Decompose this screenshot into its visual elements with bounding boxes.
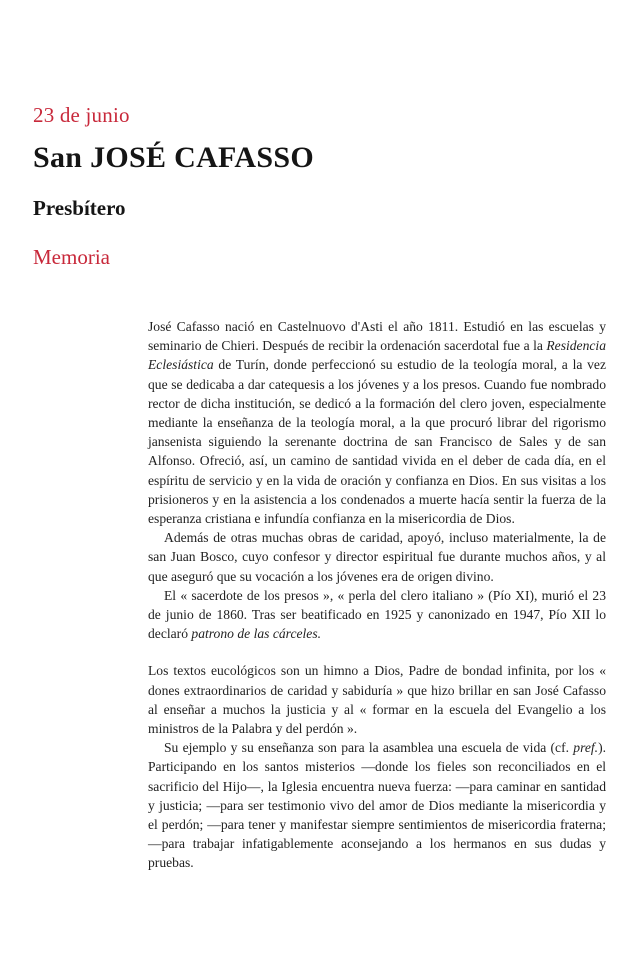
italic-phrase: Residencia Eclesiástica [148, 338, 606, 373]
body-paragraph [148, 738, 606, 872]
text-run: José Cafasso nació en Castelnuovo d'Asti el año 1811. Estudió en las escuelas y seminario de Chieri. Después de recibir la ordenación sacerdotal fue a la [148, 319, 606, 354]
text-run: ). Participando en los santos misterios —donde los fieles son reconciliados en el sacrificio del Hijo—, la Iglesia encuentra nueva fuerza: —para caminar en santidad y justicia; —para ser testimonio vivo del amor de Dios mediante la misericordia y el perdón; —para tener y manifestar siempre sentimientos de misericordia fraterna; —para trabajar infatigablemente aconsejando a los hermanos en sus dudas y pruebas. [148, 740, 606, 871]
body-paragraph [148, 661, 606, 738]
feast-date: 23 de junio [33, 103, 130, 127]
text-run: Los textos eucológicos son un himno a Dios, Padre de bondad infinita, por los « dones extraordinarios de caridad y sabiduría » que hizo brillar en san José Cafasso al enseñar a muchos la justicia y al « formar en la escuela del Evangelio a los ministros de la Palabra y del perdón ». [148, 663, 606, 737]
body-paragraph [148, 528, 606, 586]
text-run: de Turín, donde perfeccionó su estudio de la teología moral, a la vez que se dedicaba a dar catequesis a los jóvenes y a los presos. Cuando fue nombrado rector de dicha institución, se dedicó a la formación del clero joven, especialmente mediante la enseñanza de la teología moral, a la que procuró librar del rigorismo jansenista siguiendo la serenante doctrina de san Francisco de Sales y de san Alfonso. Ofreció, así, un camino de santidad vivida en el deber de cada día, en el espíritu de servicio y en la vida de oración y confianza en Dios. En sus visitas a los prisioneros y en la asistencia a los condenados a muerte hacía sentir la fuerza de la esperanza cristiana e infundía confianza en la misericordia de Dios. [148, 357, 606, 527]
saint-title: San JOSÉ CAFASSO [33, 141, 314, 174]
italic-phrase: patrono de las cárceles. [191, 626, 322, 642]
liturgical-rank: Memoria [33, 245, 110, 269]
saint-subtitle: Presbítero [33, 196, 126, 220]
body-text [148, 317, 606, 873]
body-paragraph [148, 317, 606, 528]
italic-phrase: pref. [573, 740, 599, 756]
text-run: Además de otras muchas obras de caridad, apoyó, incluso materialmente, la de san Juan Bosco, cuyo confesor y director espiritual fue durante muchos años, y al que aseguró que su vocación a los jóvenes era de origen divino. [148, 530, 606, 584]
body-paragraph [148, 586, 606, 644]
text-run: El « sacerdote de los presos », « perla del clero italiano » (Pío XI), murió el 23 de junio de 1860. Tras ser beatificado en 1925 y canonizado en 1947, Pío XII lo declaró [148, 587, 606, 642]
text-run: Su ejemplo y su enseñanza son para la asamblea una escuela de vida (cf. [164, 740, 574, 756]
